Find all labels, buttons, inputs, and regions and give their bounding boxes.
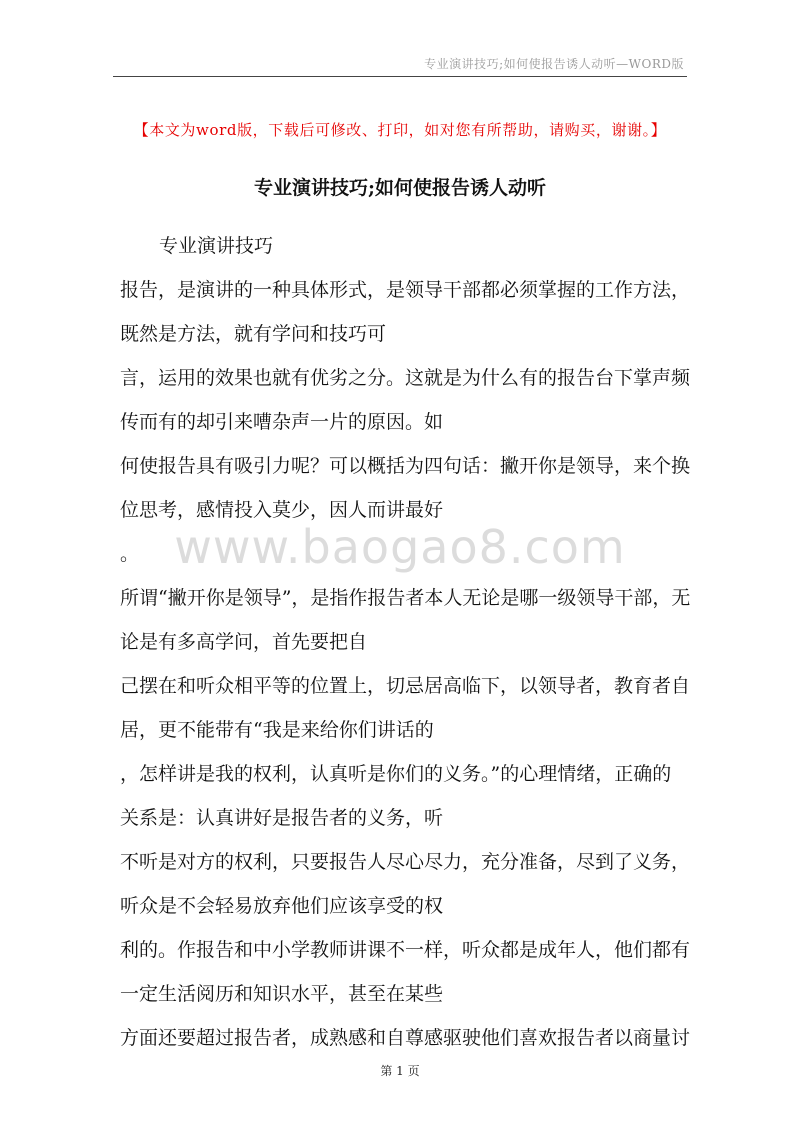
- body-line: 所谓“撇开你是领导”，是指作报告者本人无论是哪一级领导干部，无: [120, 587, 691, 609]
- running-header: 专业演讲技巧;如何使报告诱人动听—WORD版: [424, 57, 684, 71]
- body-line: 论是有多高学问，首先要把自: [120, 631, 368, 653]
- header-divider: [113, 76, 687, 77]
- body-line: 报告，是演讲的一种具体形式，是领导干部都必须掌握的工作方法，: [120, 279, 691, 301]
- body-line: 己摆在和听众相平等的位置上，切忌居高临下，以领导者，教育者自: [120, 675, 691, 697]
- body-line: 一定生活阅历和知识水平，甚至在某些: [120, 983, 444, 1005]
- body-line: 位思考，感情投入莫少，因人而讲最好: [120, 499, 444, 521]
- body-line: 传而有的却引来嘈杂声一片的原因。如: [120, 411, 444, 433]
- watermark-text: www.baogao8.com: [174, 520, 626, 574]
- body-line: 不听是对方的权利，只要报告人尽心尽力，充分准备，尽到了义务，: [120, 851, 691, 873]
- body-line: 关系是：认真讲好是报告者的义务，听: [120, 807, 444, 829]
- purchase-notice: 【本文为word版，下载后可修改、打印，如对您有所帮助，请购买，谢谢。】: [133, 121, 667, 139]
- body-line: 方面还要超过报告者，成熟感和自尊感驱驶他们喜欢报告者以商量讨: [120, 1027, 691, 1049]
- body-line: 言，运用的效果也就有优劣之分。这就是为什么有的报告台下掌声频: [120, 367, 691, 389]
- document-title: 专业演讲技巧;如何使报告诱人动听: [253, 177, 546, 199]
- body-line: 利的。作报告和中小学教师讲课不一样，听众都是成年人，他们都有: [120, 939, 691, 961]
- document-body: [120, 224, 691, 1060]
- body-line: 既然是方法，就有学问和技巧可: [120, 323, 387, 345]
- body-line: ，怎样讲是我的权利，认真听是你们的义务。”的心理情绪，正确的: [120, 763, 672, 785]
- body-line: 居，更不能带有“我是来给你们讲话的: [120, 719, 434, 741]
- body-line: 。: [120, 543, 140, 565]
- body-line: 何使报告具有吸引力呢？可以概括为四句话：撇开你是领导，来个换: [120, 455, 691, 477]
- section-heading: 专业演讲技巧: [159, 235, 274, 257]
- body-line: 听众是不会轻易放弃他们应该享受的权: [120, 895, 444, 917]
- page-number: 第 1 页: [380, 1064, 420, 1078]
